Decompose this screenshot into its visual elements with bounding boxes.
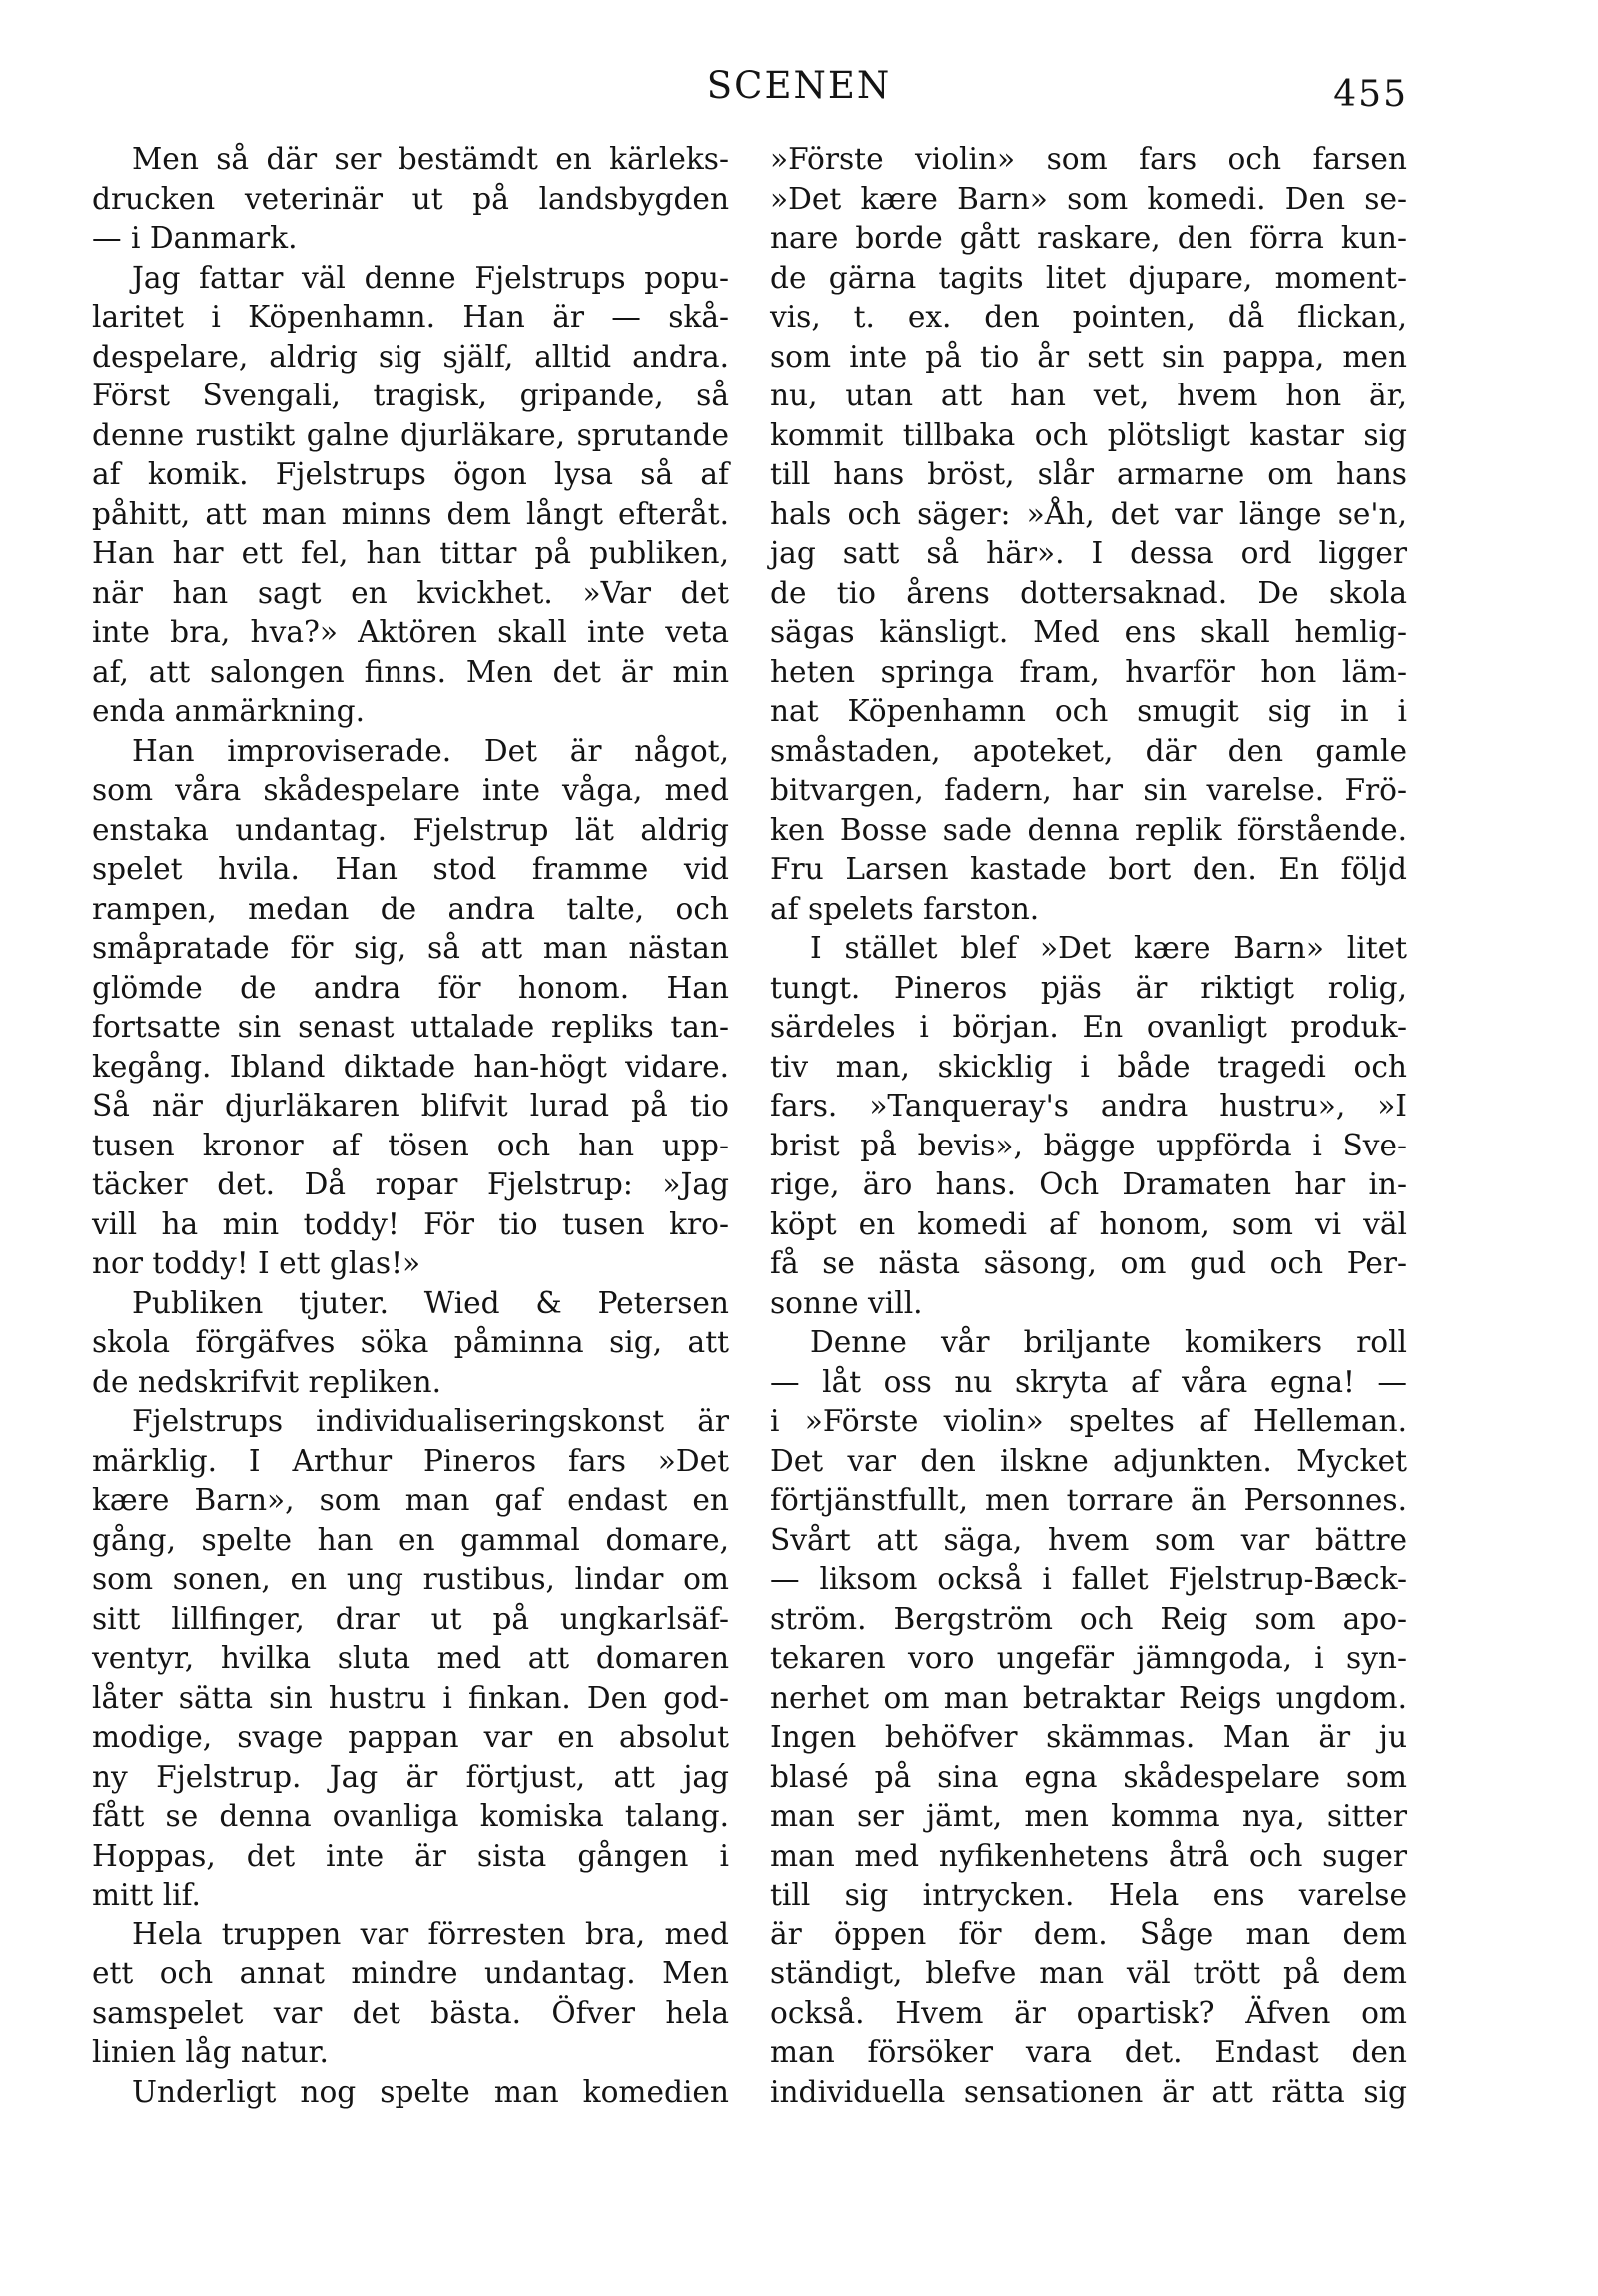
text-line: Jag fattar väl denne Fjelstrups popu- (132, 260, 729, 295)
text-line: nare borde gått raskare, den förra kun- (770, 221, 1407, 255)
text-line: sonne vill. (770, 1285, 923, 1320)
text-line: ny Fjelstrup. Jag är förtjust, att jag (92, 1759, 729, 1794)
text-line: I stället blef »Det kære Barn» litet (810, 931, 1407, 965)
text-line: glömde de andra för honom. Han (92, 970, 729, 1005)
text-line: märklig. I Arthur Pineros fars »Det (92, 1443, 729, 1478)
text-line: till hans bröst, slår armarne om hans (770, 457, 1407, 491)
text-line: hals och säger: »Åh, det var länge se'n, (770, 496, 1407, 531)
text-line: Han har ett fel, han tittar på publiken, (92, 536, 729, 570)
text-line: köpt en komedi af honom, som vi väl (770, 1206, 1407, 1241)
text-line: kegång. Ibland diktade han-högt vidare. (92, 1049, 729, 1084)
text-line: man med nyfikenhetens åtrå och suger (770, 1838, 1407, 1873)
text-line: tungt. Pineros pjäs är riktigt rolig, (770, 970, 1407, 1005)
text-line: inte bra, hva?» Aktören skall inte veta (92, 615, 729, 649)
text-line: fortsatte sin senast uttalade repliks tan- (92, 1010, 729, 1044)
running-head: SCENEN (706, 64, 892, 107)
text-line: brist på bevis», bägge uppförda i Sve- (770, 1128, 1407, 1162)
text-line: när han sagt en kvickhet. »Var det (92, 575, 729, 610)
text-line: de tio årens dottersaknad. De skola (770, 575, 1407, 610)
text-line: Ingen behöfver skämmas. Man är ju (770, 1720, 1407, 1754)
text-line: enstaka undantag. Fjelstrup lät aldrig (92, 812, 729, 847)
text-line: gång, spelte han en gammal domare, (92, 1522, 729, 1557)
text-line: förtjänstfullt, men torrare än Personnes. (770, 1483, 1407, 1517)
text-line: kommit tillbaka och plötsligt kastar sig (770, 417, 1407, 452)
text-line: som inte på tio år sett sin pappa, men (770, 339, 1407, 374)
text-line: låter sätta sin hustru i finkan. Den god- (92, 1680, 729, 1715)
text-line: nor toddy! I ett glas!» (92, 1246, 421, 1280)
text-line: heten springa fram, hvarför hon läm- (770, 654, 1407, 689)
text-line: enda anmärkning. (92, 694, 365, 728)
text-line: ken Bosse sade denna replik förstående. (770, 812, 1407, 847)
text-line: despelare, aldrig sig själf, alltid andra. (92, 339, 729, 374)
text-line: man försöker vara det. Endast den (770, 2035, 1407, 2069)
text-line: af spelets farston. (770, 891, 1040, 926)
text-line: som våra skådespelare inte våga, med (92, 773, 729, 807)
text-line: Hoppas, det inte är sista gången i (92, 1838, 729, 1873)
text-line: tekaren voro ungefär jämngoda, i syn- (770, 1641, 1407, 1675)
text-line: bitvargen, fadern, har sin varelse. Frö- (770, 773, 1407, 807)
text-line: — liksom också i fallet Fjelstrup-Bæck- (770, 1562, 1407, 1596)
text-line: rampen, medan de andra talte, och (92, 891, 729, 926)
text-line: mitt lif. (92, 1878, 201, 1912)
page-number: 455 (1333, 74, 1408, 115)
text-line: som sonen, en ung rustibus, lindar om (92, 1562, 729, 1596)
text-line: »Förste violin» som fars och farsen (770, 142, 1407, 176)
text-line: särdeles i början. En ovanligt produk- (770, 1010, 1407, 1044)
text-line: täcker det. Då ropar Fjelstrup: »Jag (92, 1167, 729, 1201)
text-line: skola förgäfves söka påminna sig, att (92, 1325, 729, 1359)
text-line: ström. Bergström och Reig som apo- (770, 1601, 1407, 1636)
text-line: är öppen för dem. Såge man dem (770, 1916, 1407, 1951)
text-line: småstaden, apoteket, där den gamle (770, 733, 1407, 768)
text-line: Det var den ilskne adjunkten. Mycket (770, 1443, 1407, 1478)
text-line: till sig intrycken. Hela ens varelse (770, 1878, 1407, 1912)
text-line: Underligt nog spelte man komedien (132, 2074, 729, 2109)
text-line: vis, t. ex. den pointen, då flickan, (770, 300, 1407, 334)
text-line: Så när djurläkaren blifvit lurad på tio (92, 1089, 729, 1123)
text-line: Publiken tjuter. Wied & Petersen (132, 1285, 729, 1320)
text-line: Först Svengali, tragisk, gripande, så (92, 379, 729, 412)
text-line: Fru Larsen kastade bort den. En följd (770, 852, 1407, 886)
text-line: spelet hvila. Han stod framme vid (92, 852, 729, 886)
text-line: Men så där ser bestämdt en kärleks- (132, 142, 729, 176)
text-line: de gärna tagits litet djupare, moment- (770, 260, 1407, 295)
text-line: också. Hvem är opartisk? Äfven om (770, 1995, 1407, 2030)
text-line: Hela truppen var förresten bra, med (132, 1916, 729, 1951)
text-line: i »Förste violin» speltes af Helleman. (770, 1404, 1407, 1438)
text-line: drucken veterinär ut på landsbygden (92, 181, 729, 216)
text-line: Denne vår briljante komikers roll (810, 1325, 1407, 1359)
text-line: ett och annat mindre undantag. Men (92, 1956, 729, 1990)
text-line: vill ha min toddy! För tio tusen kro- (92, 1206, 729, 1241)
text-line: laritet i Köpenhamn. Han är — skå- (92, 300, 729, 334)
text-line: kære Barn», som man gaf endast en (92, 1483, 729, 1517)
text-line: sägas känsligt. Med ens skall hemlig- (770, 615, 1407, 649)
text-line: man ser jämt, men komma nya, sitter (770, 1799, 1407, 1833)
text-line: denne rustikt galne djurläkare, sprutande (92, 417, 729, 452)
text-line: jag satt så här». I dessa ord ligger (770, 536, 1407, 570)
right-column (770, 140, 1407, 2112)
text-line: rige, äro hans. Och Dramaten har in- (770, 1167, 1407, 1201)
text-line: af komik. Fjelstrups ögon lysa så af (92, 457, 729, 491)
text-line: nerhet om man betraktar Reigs ungdom. (770, 1680, 1407, 1715)
text-line: få se nästa säsong, om gud och Per- (770, 1246, 1407, 1280)
text-line: Svårt att säga, hvem som var bättre (770, 1522, 1407, 1557)
left-column (92, 140, 729, 2112)
text-line: fått se denna ovanliga komiska talang. (92, 1799, 729, 1833)
text-line: modige, svage pappan var en absolut (92, 1720, 729, 1754)
text-line: ventyr, hvilka sluta med att domaren (92, 1641, 729, 1675)
page-header (0, 64, 1598, 124)
text-line: småpratade för sig, så att man nästan (92, 931, 729, 965)
text-line: de nedskrifvit repliken. (92, 1364, 441, 1399)
text-line: samspelet var det bästa. Öfver hela (92, 1995, 729, 2030)
text-line: ständigt, blefve man väl trött på dem (770, 1956, 1407, 1990)
text-line: »Det kære Barn» som komedi. Den se- (770, 181, 1407, 216)
text-line: af, att salongen finns. Men det är min (92, 654, 729, 689)
text-line: fars. »Tanqueray's andra hustru», »I (770, 1089, 1407, 1123)
text-line: — i Danmark. (92, 221, 298, 255)
text-line: blasé på sina egna skådespelare som (770, 1759, 1407, 1794)
text-line: nat Köpenhamn och smugit sig in i (770, 694, 1407, 728)
text-line: individuella sensationen är att rätta sig (770, 2074, 1407, 2109)
text-line: tiv man, skicklig i både tragedi och (770, 1049, 1407, 1084)
text-line: Fjelstrups individualiseringskonst är (132, 1404, 729, 1438)
text-line: — låt oss nu skryta af våra egna! — (770, 1364, 1407, 1399)
text-line: sitt lillfinger, drar ut på ungkarlsäf- (92, 1601, 729, 1636)
text-line: tusen kronor af tösen och han upp- (92, 1128, 729, 1162)
text-line: Han improviserade. Det är något, (132, 733, 729, 768)
text-line: nu, utan att han vet, hvem hon är, (770, 379, 1407, 412)
text-line: påhitt, att man minns dem långt efteråt. (92, 496, 729, 531)
text-line: linien låg natur. (92, 2035, 329, 2069)
